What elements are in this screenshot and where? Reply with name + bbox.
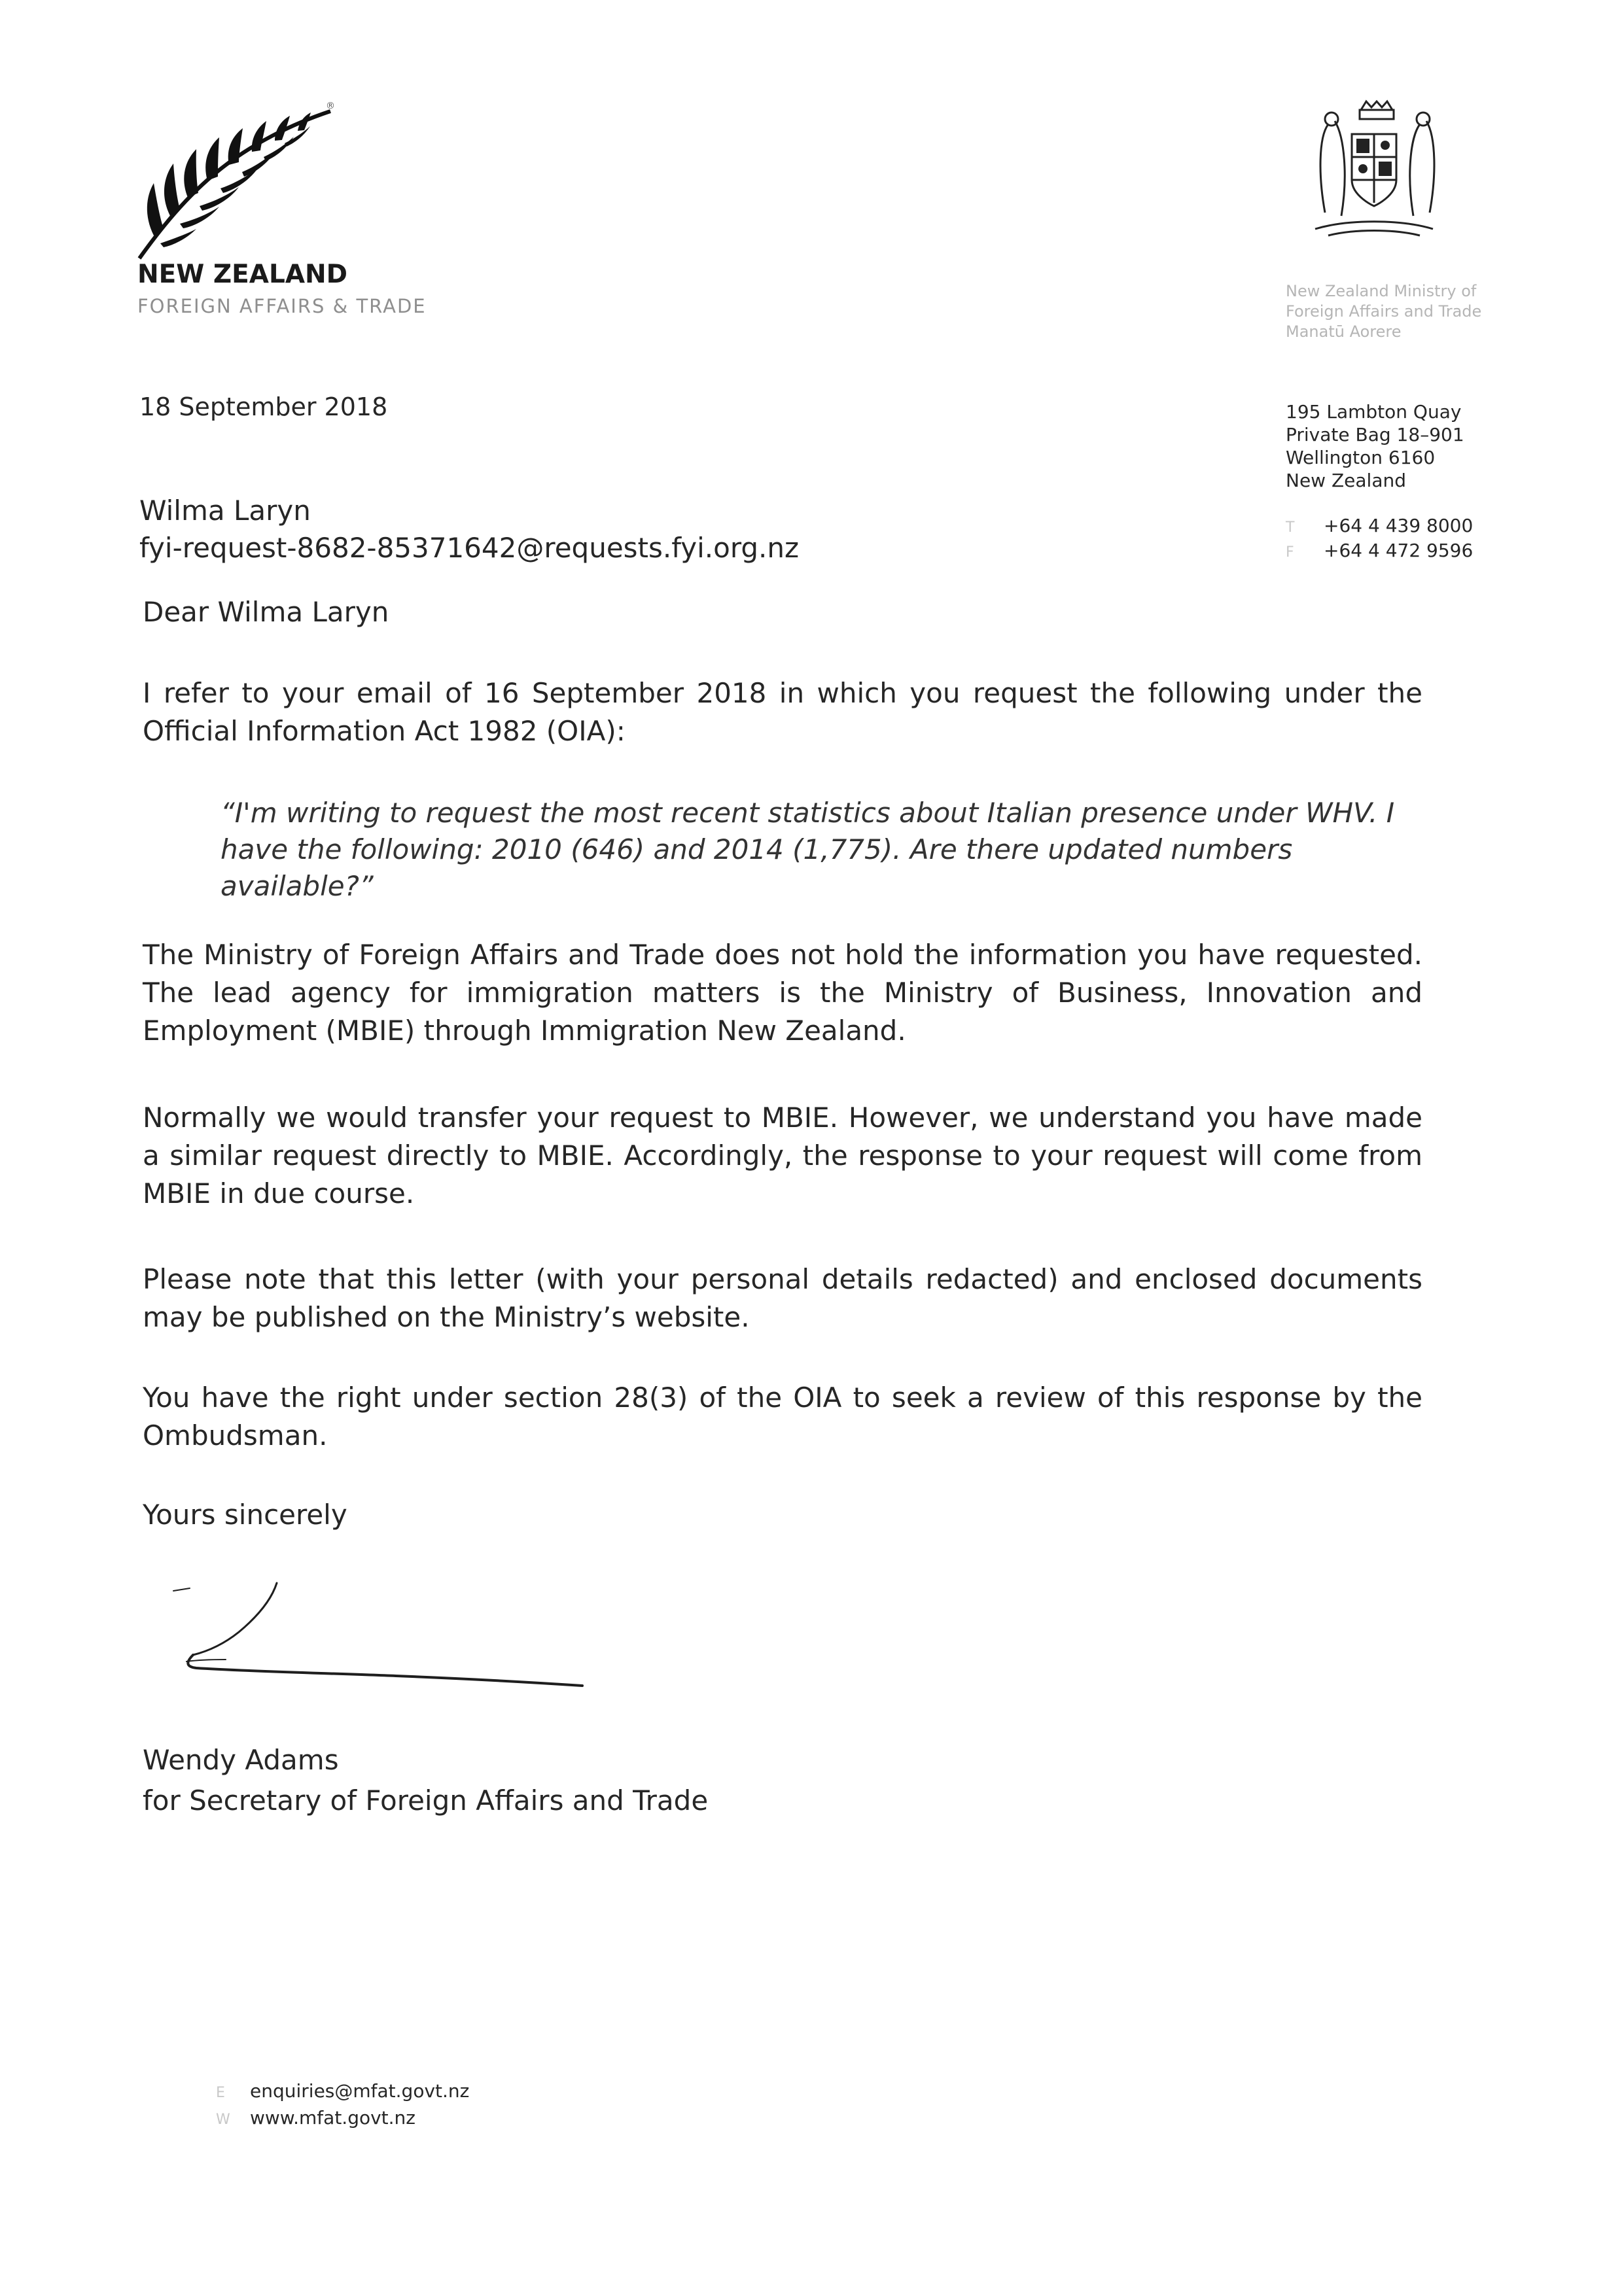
web-label: W — [216, 2112, 230, 2128]
footer-email-row — [216, 2079, 469, 2106]
footer-email[interactable]: enquiries@mfat.govt.nz — [250, 2080, 470, 2102]
handwritten-signature — [167, 1570, 599, 1714]
paragraph-transfer: Normally we would transfer your request to MBIE. However, we understand you have made a similar request directly to MBIE. Accordingly, the response to your request will come from MBIE in due course. — [143, 1102, 1422, 1209]
address-line: 195 Lambton Quay — [1286, 401, 1462, 423]
brand-subtitle: FOREIGN AFFAIRS & TRADE — [137, 295, 427, 317]
ministry-line-1: New Zealand Ministry of — [1286, 282, 1477, 300]
paragraph-review-right: You have the right under section 28(3) of the OIA to seek a review of this response by the Ombudsman. — [143, 1382, 1422, 1452]
paragraph-not-held: The Ministry of Foreign Affairs and Trade does not hold the information you have requested. The lead agency for immigration matters is the Ministry of Business, Innovation and Employment (MBIE) through Immigration New Zealand. — [143, 939, 1422, 1047]
email-label: E — [216, 2085, 225, 2101]
recipient-name: Wilma Laryn — [139, 495, 311, 527]
sender-address — [1286, 400, 1464, 492]
phone-number: +64 4 439 8000 — [1324, 515, 1474, 536]
fax-row — [1286, 539, 1473, 564]
registered-mark: ® — [326, 101, 335, 111]
fax-number: +64 4 472 9596 — [1324, 540, 1474, 561]
coat-of-arms-icon — [1289, 98, 1459, 245]
address-line: Wellington 6160 — [1286, 447, 1436, 468]
letter-date: 18 September 2018 — [139, 392, 388, 421]
footer-website[interactable]: www.mfat.govt.nz — [250, 2107, 415, 2129]
ministry-line-2: Foreign Affairs and Trade — [1286, 302, 1482, 321]
contact-numbers — [1286, 514, 1473, 564]
address-line: Private Bag 18–901 — [1286, 424, 1464, 445]
silver-fern-icon — [134, 98, 357, 268]
footer-contacts — [216, 2079, 469, 2132]
quoted-request: “I'm writing to request the most recent statistics about Italian presence under WHV. I have the following: 2010 (646) and 2014 (1,775). Are there updated numbers available?” — [221, 797, 1395, 902]
fax-label: F — [1286, 544, 1294, 561]
signer-block — [143, 1740, 708, 1821]
phone-row — [1286, 514, 1473, 539]
ministry-name — [1286, 281, 1521, 342]
recipient-email: fyi-request-8682-85371642@requests.fyi.org.nz — [139, 532, 800, 564]
signer-title: for Secretary of Foreign Affairs and Trade — [143, 1784, 709, 1817]
salutation: Dear Wilma Laryn — [143, 596, 389, 628]
paragraph-request: I refer to your email of 16 September 2018 in which you request the following under the Official Information Act 1982 (OIA): — [143, 677, 1422, 747]
paragraph-publication: Please note that this letter (with your personal details redacted) and enclosed documents may be published on the Ministry’s website. — [143, 1263, 1422, 1333]
recipient-block — [139, 492, 799, 566]
footer-web-row — [216, 2106, 469, 2132]
signer-name: Wendy Adams — [143, 1744, 339, 1776]
brand-title: NEW ZEALAND — [137, 260, 348, 289]
address-line: New Zealand — [1286, 470, 1406, 491]
phone-label: T — [1286, 519, 1295, 536]
closing: Yours sincerely — [143, 1499, 347, 1531]
ministry-line-3: Manatū Aorere — [1286, 322, 1402, 341]
